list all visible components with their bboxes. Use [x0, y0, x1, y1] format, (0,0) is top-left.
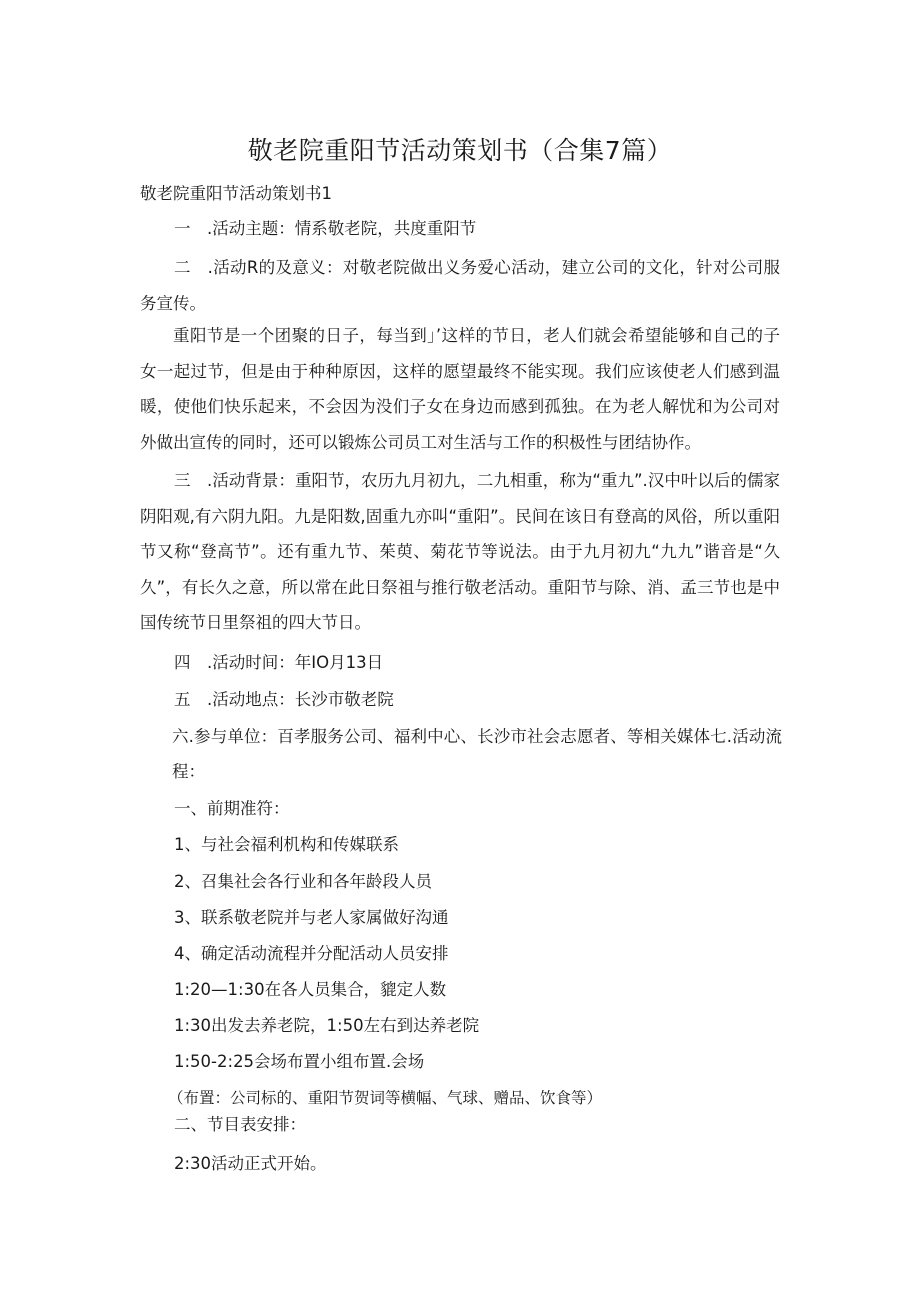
item-theme: 一 .活动主题：情系敬老院，共度重阳节 [174, 219, 477, 238]
schedule-item: 1:30出发去养老院，1:50左右到达养老院 [174, 1016, 480, 1035]
document-title: 敬老院重阳节活动策划书（合集7篇） [247, 136, 673, 165]
item-background: 三 .活动背景：重阳节，农历九月初九，二九相重，称为“重九”.汉中叶以后的儒家阴阳观,有六阴九阳。九是阳数,固重九亦叫“重阳”。民间在该日有登高的风俗，所以重阳节又称“登高节”。还有重九节、茱萸、菊花节等说法。由于九月初九“九九”谐音是“久久”，有长久之意，所以常在此日祭祖与推行敬老活动。重阳节与除、消、孟三节也是中国传统节日里祭祖的四大节日。 [140, 471, 780, 632]
prep-step: 1、与社会福利机构和传媒联系 [174, 835, 399, 854]
program-heading: 二、节目表安排： [174, 1115, 306, 1134]
schedule-item: 1:20—1:30在各人员集合，貔定人数 [174, 980, 447, 999]
item-purpose: 二 .活动R的及意义：对敬老院做出义务爱心活动，建立公司的文化，针对公司服务宣传。 [140, 258, 780, 313]
setup-note: （布置：公司标的、重阳节贺词等横幅、气球、赠品、饮食等） [168, 1089, 603, 1107]
section-subtitle: 敬老院重阳节活动策划书1 [140, 184, 332, 203]
prep-step: 3、联系敬老院并与老人家属做好沟通 [174, 908, 449, 927]
prep-step: 2、召集社会各行业和各年龄段人员 [174, 872, 432, 891]
item-time: 四 .活动时间：年IO月13日 [174, 653, 384, 672]
intro-paragraph: 重阳节是一个团聚的日子，每当到」’这样的节日，老人们就会希望能够和自己的子女一起过节，但是由于种种原因，这样的愿望最终不能实现。我们应该使老人们感到温暖，使他们快乐起来，不会因为没们子女在身边而感到孤独。在为老人解忧和为公司对外做出宣传的同时，还可以锻炼公司员工对生活与工作的积极性与团结协作。 [140, 326, 780, 452]
prep-heading: 一、前期准符： [174, 799, 290, 818]
program-start: 2:30活动正式开始。 [174, 1154, 327, 1173]
prep-step: 4、确定活动流程并分配活动人员安排 [174, 944, 449, 963]
item-units: 六.参与单位：百孝服务公司、福利中心、长沙市社会志愿者、等相关媒体七.活动流程： [172, 727, 782, 781]
item-location: 五 .活动地点：长沙市敬老院 [174, 690, 394, 709]
schedule-item: 1:50-2:25会场布置小组布置.会场 [174, 1052, 425, 1071]
